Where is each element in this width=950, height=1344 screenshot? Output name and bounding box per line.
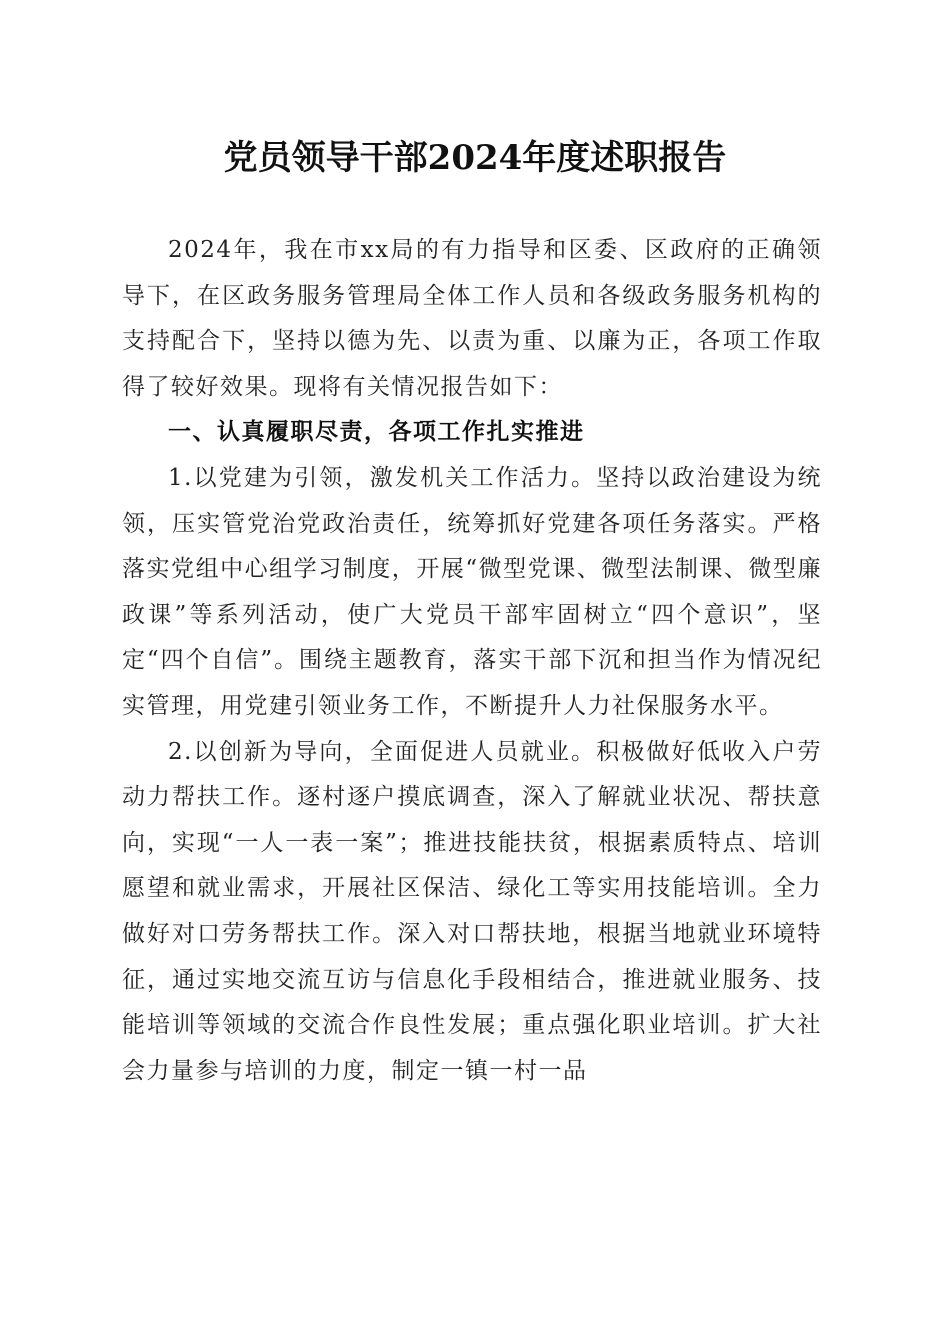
section-heading: 一、认真履职尽责，各项工作扎实推进 <box>168 419 585 446</box>
document-body <box>122 228 822 1094</box>
intro-paragraph: 2024年，我在市xx局的有力指导和区委、区政府的正确领导下，在区政务服务管理局全体工作人员和各级政务服务机构的支持配合下，坚持以德为先、以责为重、以廉为正，各项工作取得了较好效果。现将有关情况报告如下： <box>122 237 822 400</box>
item-paragraph-2: 2.以创新为导向，全面促进人员就业。积极做好低收入户劳动力帮扶工作。逐村逐户摸底调查，深入了解就业状况、帮扶意向，实现“一人一表一案”；推进技能扶贫，根据素质特点、培训愿望和就业需求，开展社区保洁、绿化工等实用技能培训。全力做好对口劳务帮扶工作。深入对口帮扶地，根据当地就业环境特征，通过实地交流互访与信息化手段相结合，推进就业服务、技能培训等领域的交流合作良性发展；重点强化职业培训。扩大社会力量参与培训的力度，制定一镇一村一品 <box>122 738 822 1084</box>
item-paragraph-1: 1.以党建为引领，激发机关工作活力。坚持以政治建设为统领，压实管党治党政治责任，统筹抓好党建各项任务落实。严格落实党组中心组学习制度，开展“微型党课、微型法制课、微型廉政课”等系列活动，使广大党员干部牢固树立“四个意识”，坚定“四个自信”。围绕主题教育，落实干部下沉和担当作为情况纪实管理，用党建引领业务工作，不断提升人力社保服务水平。 <box>122 464 822 719</box>
document-title: 党员领导干部2024年度述职报告 <box>223 138 727 178</box>
